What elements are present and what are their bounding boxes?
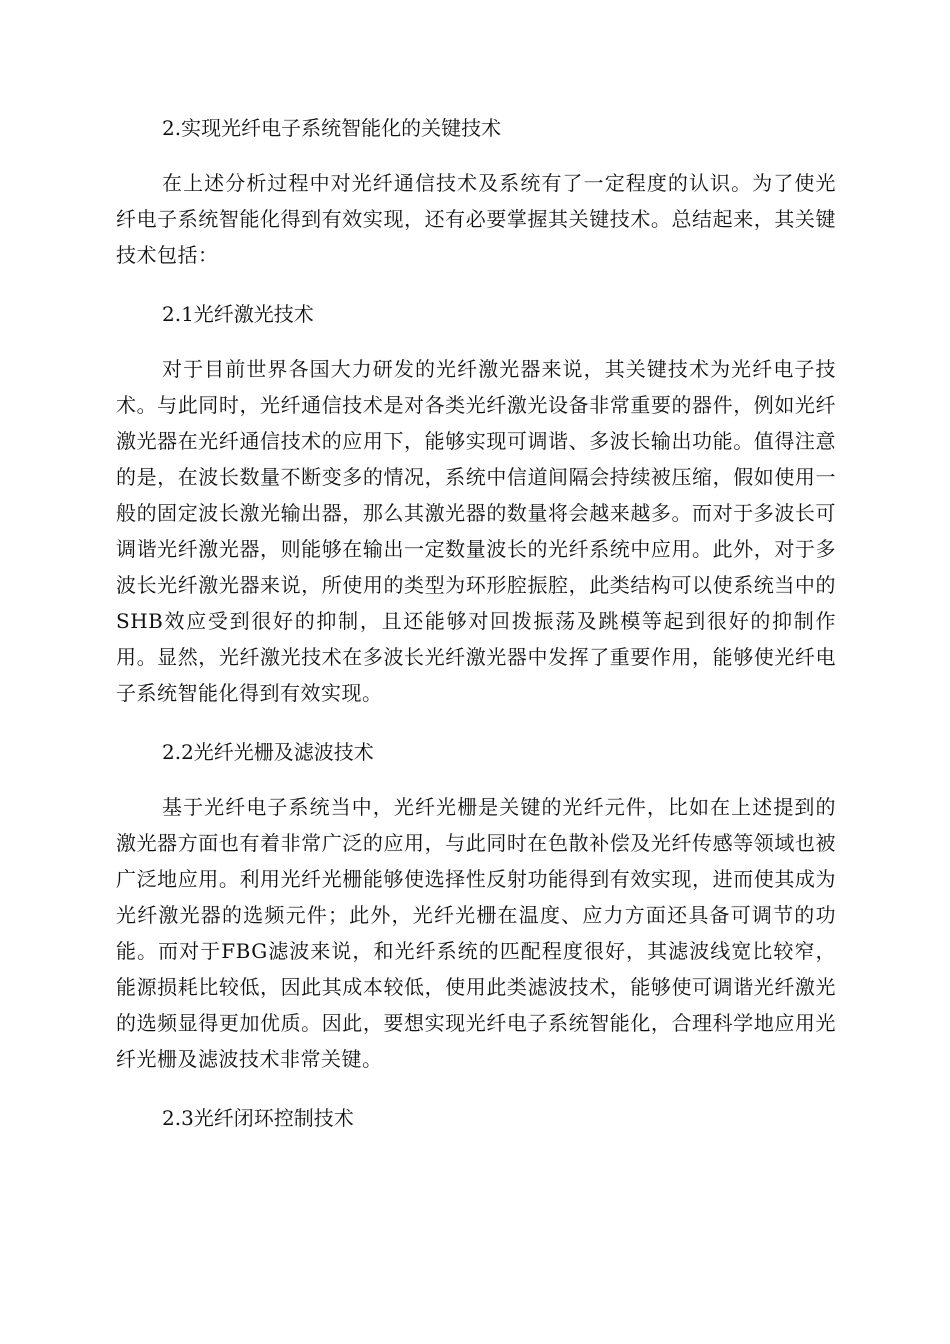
paragraph-fiber-laser: 对于目前世界各国大力研发的光纤激光器来说，其关键技术为光纤电子技术。与此同时，光纤通信技术是对各类光纤激光设备非常重要的器件，例如光纤激光器在光纤通信技术的应用下，能够实现可调谐、多波长输出功能。值得注意的是，在波长数量不断变多的情况，系统中信道间隔会持续被压缩，假如使用一般的固定波长激光输出器，那么其激光器的数量将会越来越多。而对于多波长可调谐光纤激光器，则能够在输出一定数量波长的光纤系统中应用。此外，对于多波长光纤激光器来说，所使用的类型为环形腔振腔，此类结构可以使系统当中的SHB效应受到很好的抑制，且还能够对回拨振荡及跳模等起到很好的抑制作用。显然，光纤激光技术在多波长光纤激光器中发挥了重要作用，能够使光纤电子系统智能化得到有效实现。 <box>116 357 836 705</box>
paragraph-intro: 在上述分析过程中对光纤通信技术及系统有了一定程度的认识。为了使光纤电子系统智能化得到有效实现，还有必要掌握其关键技术。总结起来，其关键技术包括： <box>116 171 836 267</box>
document-page <box>116 108 836 1155</box>
section-heading-2-3: 2.3光纤闭环控制技术 <box>162 1106 354 1130</box>
section-heading-2-1: 2.1光纤激光技术 <box>162 302 314 326</box>
section-heading-2: 2.实现光纤电子系统智能化的关键技术 <box>162 116 502 140</box>
paragraph-fiber-grating: 基于光纤电子系统当中，光纤光栅是关键的光纤元件，比如在上述提到的激光器方面也有着非常广泛的应用，与此同时在色散补偿及光纤传感等领域也被广泛地应用。利用光纤光栅能够使选择性反射功能得到有效实现，进而使其成为光纤激光器的选频元件；此外，光纤光栅在温度、应力方面还具备可调节的功能。而对于FBG滤波来说，和光纤系统的匹配程度很好，其滤波线宽比较窄，能源损耗比较低，因此其成本较低，使用此类滤波技术，能够使可调谐光纤激光的选频显得更加优质。因此，要想实现光纤电子系统智能化，合理科学地应用光纤光栅及滤波技术非常关键。 <box>116 795 836 1071</box>
section-heading-2-2: 2.2光纤光栅及滤波技术 <box>162 740 374 764</box>
